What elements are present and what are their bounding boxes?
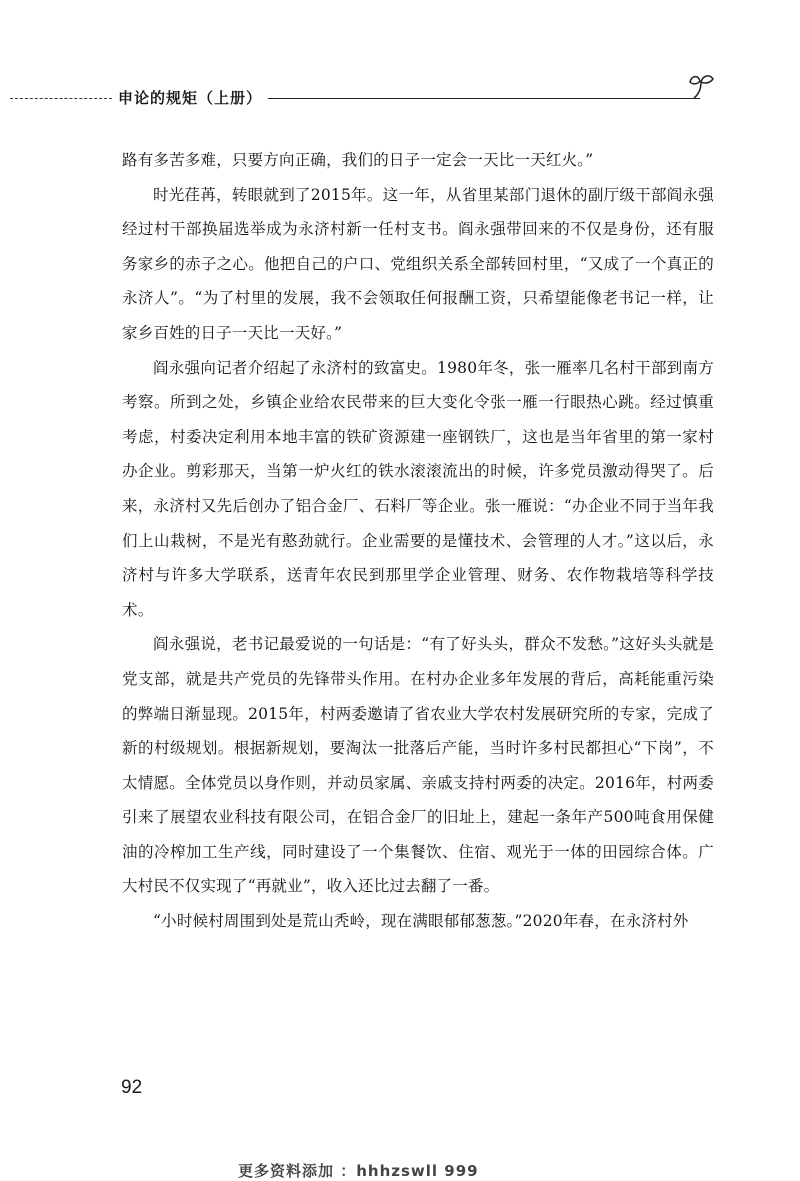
page-number: 92 <box>121 1077 143 1098</box>
paragraph-4: 阎永强说，老书记最爱说的一句话是：“有了好头头，群众不发愁。”这好头头就是党支部，就是共产党员的先锋带头作用。在村办企业多年发展的背后，高耗能重污染的弊端日渐显现。2015年，村两委邀请了省农业大学农村发展研究所的专家，完成了新的村级规划。根据新规划，要淘汰一批落后产能，当时许多村民都担心“下岗”，不太情愿。全体党员以身作则，并动员家属、亲戚支持村两委的决定。2016年，村两委引来了展望农业科技有限公司，在铝合金厂的旧址上，建起一条年产500吨食用保健油的冷榨加工生产线，同时建设了一个集餐饮、住宿、观光于一体的田园综合体。广大村民不仅实现了“再就业”，收入还比过去翻了一番。 <box>122 635 714 896</box>
paragraph-5: “小时候村周围到处是荒山秃岭，现在满眼郁郁葱葱。”2020年春，在永济村外 <box>153 912 689 931</box>
footer-watermark-text: 更多资料添加 ：hhhzswll 999 <box>238 1162 479 1180</box>
sprout-icon <box>686 70 716 100</box>
book-title: 申论的规矩（上册） <box>118 89 263 107</box>
paragraph-2: 时光荏苒，转眼就到了2015年。这一年，从省里某部门退休的副厅级干部阎永强经过村干部换届选举成为永济村新一任村支书。阎永强带回来的不仅是身份，还有服务家乡的赤子之心。他把自己的户口、党组织关系全部转回村里，“又成了一个真正的永济人”。“为了村里的发展，我不会领取任何报酬工资，只希望能像老书记一样，让家乡百姓的日子一天比一天好。” <box>122 185 714 342</box>
running-header <box>0 84 800 114</box>
paragraph-3: 阎永强向记者介绍起了永济村的致富史。1980年冬，张一雁率几名村干部到南方考察。所到之处，乡镇企业给农民带来的巨大变化令张一雁一行眼热心跳。经过慎重考虑，村委决定利用本地丰富的铁矿资源建一座钢铁厂，这也是当年省里的第一家村办企业。剪彩那天，当第一炉火红的铁水滚滚流出的时候，许多党员激动得哭了。后来，永济村又先后创办了铝合金厂、石料厂等企业。张一雁说：“办企业不同于当年我们上山栽树，不是光有憨劲就行。企业需要的是懂技术、会管理的人才。”这以后，永济村与许多大学联系，送青年农民到那里学企业管理、财务、农作物栽培等科学技术。 <box>122 358 714 619</box>
header-dashed-rule <box>10 98 112 99</box>
header-rule <box>268 98 700 99</box>
article-body <box>122 143 714 939</box>
paragraph-1: 路有多苦多难，只要方向正确，我们的日子一定会一天比一天红火。” <box>122 151 594 169</box>
